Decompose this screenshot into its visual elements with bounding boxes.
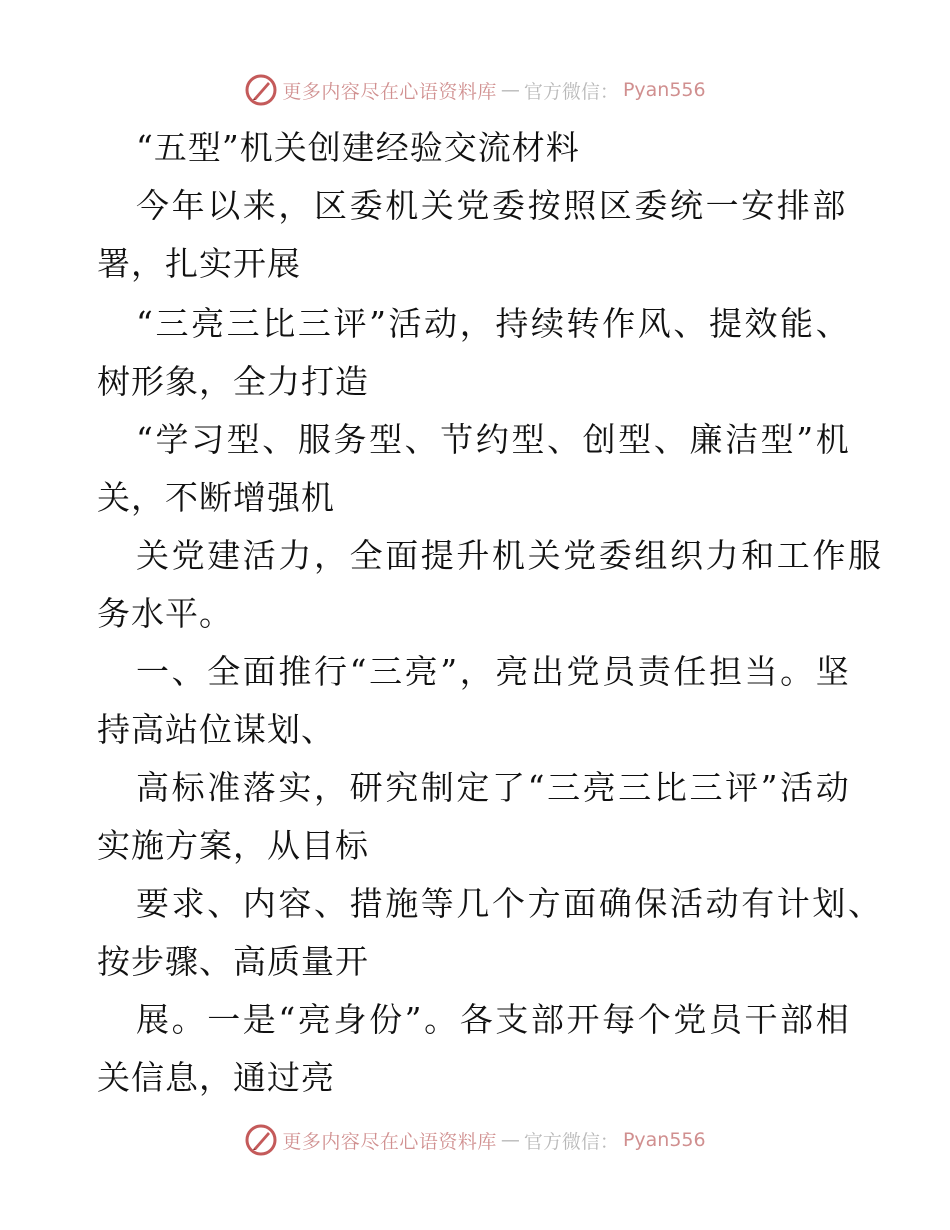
paragraph-line: 实施方案，从目标 xyxy=(97,826,369,865)
watermark-wechat-label: 官方微信： xyxy=(523,80,619,103)
watermark-dash: — xyxy=(500,79,520,101)
paragraph-line: 持高站位谋划、 xyxy=(97,710,335,749)
paragraph-line: “学习型、服务型、节约型、创型、廉洁型”机 xyxy=(136,420,852,459)
header-watermark xyxy=(0,70,950,110)
watermark-wechat-label: 官方微信： xyxy=(523,1130,619,1153)
watermark-site-text: 更多内容尽在心语资料库 xyxy=(282,80,497,103)
paragraph-line: 树形象，全力打造 xyxy=(97,362,369,401)
watermark-wechat-id: Pyan556 xyxy=(622,1129,706,1151)
footer-watermark xyxy=(0,1120,950,1160)
quill-logo-icon xyxy=(244,73,278,107)
paragraph-line: 要求、内容、措施等几个方面确保活动有计划、 xyxy=(136,884,884,923)
watermark-site-text: 更多内容尽在心语资料库 xyxy=(282,1130,497,1153)
paragraph-line: “三亮三比三评”活动，持续转作风、提效能、 xyxy=(136,304,852,343)
paragraph-line: 一、全面推行“三亮”，亮出党员责任担当。坚 xyxy=(136,652,852,691)
paragraph-line: 关，不断增强机 xyxy=(97,478,335,517)
paragraph-line: 今年以来，区委机关党委按照区委统一安排部 xyxy=(136,186,848,225)
paragraph-line: 务水平。 xyxy=(97,594,233,633)
quill-logo-icon xyxy=(244,1123,278,1157)
paragraph-line: 关党建活力，全面提升机关党委组织力和工作服 xyxy=(136,536,884,575)
document-title: “五型”机关创建经验交流材料 xyxy=(136,128,580,167)
paragraph-line: 展。一是“亮身份”。各支部开每个党员干部相 xyxy=(136,1000,852,1039)
watermark-dash: — xyxy=(500,1129,520,1151)
paragraph-line: 按步骤、高质量开 xyxy=(97,942,369,981)
paragraph-line: 署，扎实开展 xyxy=(97,244,301,283)
paragraph-line: 高标准落实，研究制定了“三亮三比三评”活动 xyxy=(136,768,852,807)
paragraph-line: 关信息，通过亮 xyxy=(97,1058,335,1097)
watermark-wechat-id: Pyan556 xyxy=(622,79,706,101)
